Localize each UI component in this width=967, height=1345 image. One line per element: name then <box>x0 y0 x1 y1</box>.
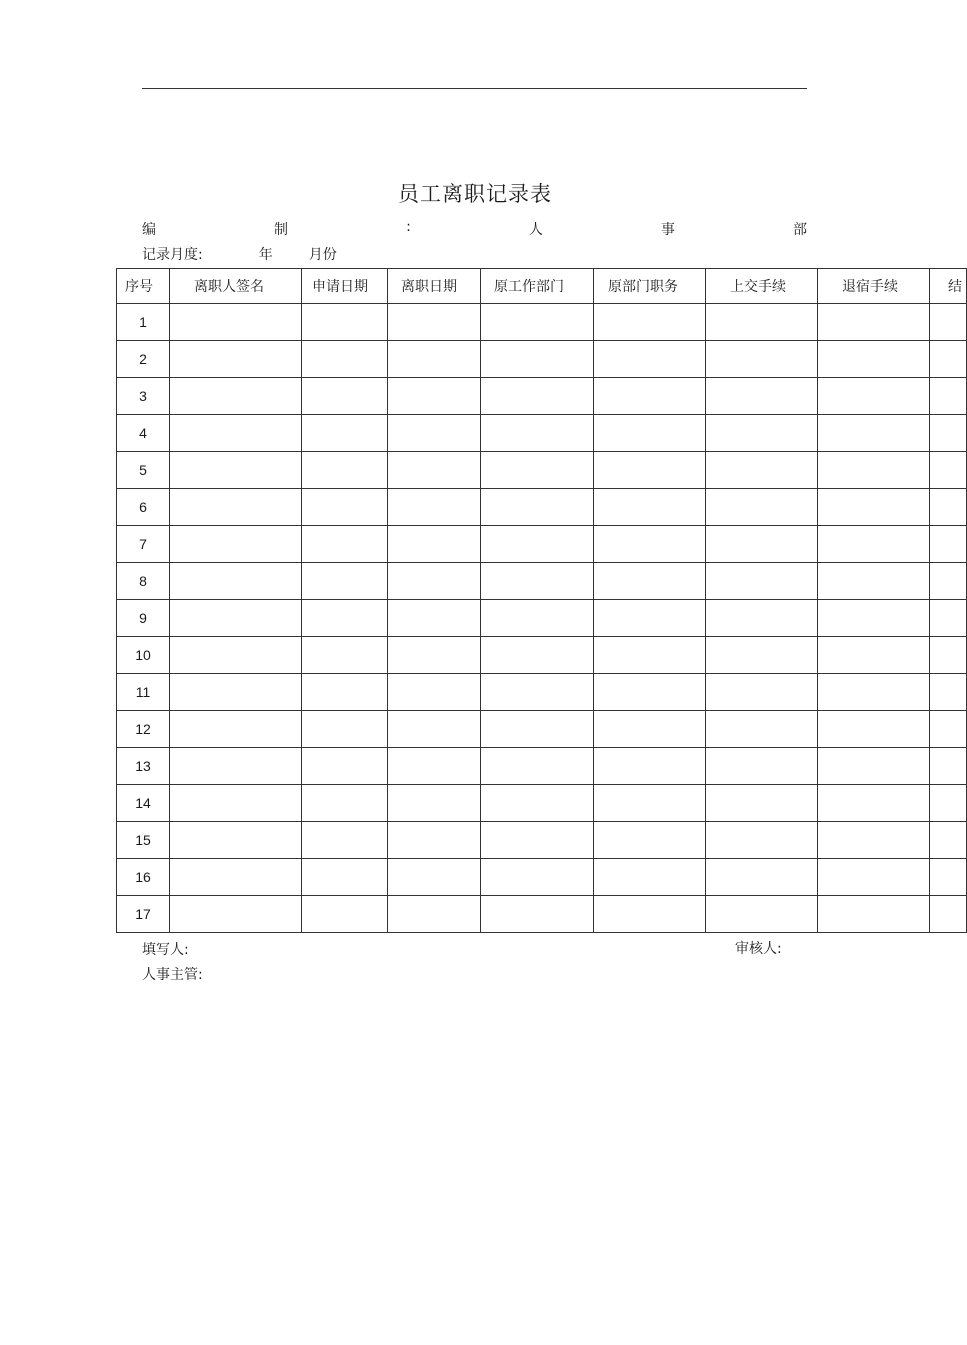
blank-cell[interactable] <box>818 526 930 563</box>
compile-char: : <box>406 219 411 235</box>
blank-cell[interactable] <box>302 563 388 600</box>
row-number: 11 <box>117 674 170 711</box>
blank-cell[interactable] <box>594 785 706 822</box>
hr-supervisor-label: 人事主管: <box>142 967 203 983</box>
blank-cell[interactable] <box>818 452 930 489</box>
blank-cell[interactable] <box>481 896 594 933</box>
compile-char: 人 <box>528 222 543 238</box>
blank-cell[interactable] <box>481 785 594 822</box>
blank-cell[interactable] <box>388 896 481 933</box>
blank-cell[interactable] <box>818 711 930 748</box>
table-row <box>117 563 967 600</box>
blank-cell[interactable] <box>930 563 967 600</box>
blank-cell[interactable] <box>388 378 481 415</box>
reviewer-label: 审核人: <box>735 941 782 957</box>
column-header-apply-date: 申请日期 <box>302 269 388 304</box>
blank-cell[interactable] <box>594 415 706 452</box>
table-header-row <box>117 269 967 304</box>
blank-cell[interactable] <box>302 748 388 785</box>
blank-cell[interactable] <box>930 526 967 563</box>
blank-cell[interactable] <box>706 415 818 452</box>
blank-cell[interactable] <box>930 452 967 489</box>
blank-cell[interactable] <box>388 859 481 896</box>
table-row <box>117 674 967 711</box>
table-row <box>117 859 967 896</box>
blank-cell[interactable] <box>170 711 302 748</box>
blank-cell[interactable] <box>481 637 594 674</box>
blank-cell[interactable] <box>930 711 967 748</box>
blank-cell[interactable] <box>818 341 930 378</box>
blank-cell[interactable] <box>706 674 818 711</box>
blank-cell[interactable] <box>481 563 594 600</box>
blank-cell[interactable] <box>594 452 706 489</box>
column-header-position: 原部门职务 <box>594 269 706 304</box>
blank-cell[interactable] <box>170 563 302 600</box>
record-month-line <box>142 244 337 264</box>
blank-cell[interactable] <box>388 711 481 748</box>
blank-cell[interactable] <box>481 415 594 452</box>
blank-cell[interactable] <box>481 859 594 896</box>
blank-cell[interactable] <box>930 415 967 452</box>
table-row <box>117 452 967 489</box>
blank-cell[interactable] <box>594 378 706 415</box>
blank-cell[interactable] <box>930 378 967 415</box>
blank-cell[interactable] <box>170 600 302 637</box>
blank-cell[interactable] <box>818 859 930 896</box>
blank-cell[interactable] <box>706 489 818 526</box>
row-number: 8 <box>117 563 170 600</box>
blank-cell[interactable] <box>302 415 388 452</box>
row-number: 17 <box>117 896 170 933</box>
blank-cell[interactable] <box>481 711 594 748</box>
blank-cell[interactable] <box>388 452 481 489</box>
blank-cell[interactable] <box>170 859 302 896</box>
blank-cell[interactable] <box>706 378 818 415</box>
blank-cell[interactable] <box>302 785 388 822</box>
blank-cell[interactable] <box>388 489 481 526</box>
row-number: 10 <box>117 637 170 674</box>
blank-cell[interactable] <box>302 674 388 711</box>
blank-cell[interactable] <box>481 304 594 341</box>
blank-cell[interactable] <box>302 859 388 896</box>
blank-cell[interactable] <box>930 674 967 711</box>
blank-cell[interactable] <box>594 711 706 748</box>
blank-cell[interactable] <box>170 674 302 711</box>
blank-cell[interactable] <box>594 674 706 711</box>
blank-cell[interactable] <box>594 822 706 859</box>
row-number: 1 <box>117 304 170 341</box>
blank-cell[interactable] <box>170 822 302 859</box>
month-label: 月份 <box>308 247 337 263</box>
blank-cell[interactable] <box>930 341 967 378</box>
column-header-settlement: 结 <box>930 269 967 304</box>
table-row <box>117 526 967 563</box>
blank-cell[interactable] <box>706 600 818 637</box>
blank-cell[interactable] <box>594 859 706 896</box>
blank-cell[interactable] <box>302 711 388 748</box>
column-header-handover: 上交手续 <box>706 269 818 304</box>
compile-char: 编 <box>142 222 156 238</box>
blank-cell[interactable] <box>818 563 930 600</box>
blank-cell[interactable] <box>818 822 930 859</box>
table-row <box>117 341 967 378</box>
blank-cell[interactable] <box>594 341 706 378</box>
blank-cell[interactable] <box>706 896 818 933</box>
record-month-label: 记录月度: <box>142 247 203 263</box>
blank-cell[interactable] <box>388 600 481 637</box>
row-number: 15 <box>117 822 170 859</box>
table-row <box>117 822 967 859</box>
row-number: 2 <box>117 341 170 378</box>
row-number: 6 <box>117 489 170 526</box>
blank-cell[interactable] <box>930 600 967 637</box>
blank-cell[interactable] <box>170 637 302 674</box>
table-row <box>117 748 967 785</box>
blank-cell[interactable] <box>706 526 818 563</box>
blank-cell[interactable] <box>170 748 302 785</box>
header-rule <box>142 88 807 89</box>
blank-cell[interactable] <box>302 378 388 415</box>
blank-cell[interactable] <box>170 415 302 452</box>
blank-cell[interactable] <box>481 822 594 859</box>
blank-cell[interactable] <box>388 674 481 711</box>
table-body <box>117 304 967 933</box>
blank-cell[interactable] <box>170 785 302 822</box>
footer-left <box>142 938 203 988</box>
row-number: 5 <box>117 452 170 489</box>
blank-cell[interactable] <box>706 637 818 674</box>
table-row <box>117 711 967 748</box>
blank-cell[interactable] <box>706 785 818 822</box>
row-number: 14 <box>117 785 170 822</box>
blank-cell[interactable] <box>594 637 706 674</box>
blank-cell[interactable] <box>818 748 930 785</box>
blank-cell[interactable] <box>481 526 594 563</box>
blank-cell[interactable] <box>594 748 706 785</box>
blank-cell[interactable] <box>388 785 481 822</box>
blank-cell[interactable] <box>302 489 388 526</box>
blank-cell[interactable] <box>302 637 388 674</box>
blank-cell[interactable] <box>302 452 388 489</box>
blank-cell[interactable] <box>930 304 967 341</box>
column-header-signature: 离职人签名 <box>170 269 302 304</box>
blank-cell[interactable] <box>594 600 706 637</box>
blank-cell[interactable] <box>930 896 967 933</box>
table-row <box>117 600 967 637</box>
blank-cell[interactable] <box>302 822 388 859</box>
blank-cell[interactable] <box>302 526 388 563</box>
blank-cell[interactable] <box>388 341 481 378</box>
blank-cell[interactable] <box>818 304 930 341</box>
blank-cell[interactable] <box>170 304 302 341</box>
row-number: 13 <box>117 748 170 785</box>
row-number: 12 <box>117 711 170 748</box>
blank-cell[interactable] <box>818 489 930 526</box>
blank-cell[interactable] <box>388 822 481 859</box>
blank-cell[interactable] <box>302 341 388 378</box>
blank-cell[interactable] <box>818 415 930 452</box>
blank-cell[interactable] <box>594 304 706 341</box>
blank-cell[interactable] <box>388 637 481 674</box>
blank-cell[interactable] <box>302 304 388 341</box>
year-label: 年 <box>258 247 273 263</box>
blank-cell[interactable] <box>388 748 481 785</box>
row-number: 7 <box>117 526 170 563</box>
blank-cell[interactable] <box>594 489 706 526</box>
row-number: 9 <box>117 600 170 637</box>
table-row <box>117 415 967 452</box>
blank-cell[interactable] <box>930 859 967 896</box>
resignation-record-table <box>116 268 967 933</box>
table-row <box>117 637 967 674</box>
blank-cell[interactable] <box>388 563 481 600</box>
blank-cell[interactable] <box>170 489 302 526</box>
blank-cell[interactable] <box>930 822 967 859</box>
compile-char: 制 <box>274 222 289 238</box>
table-row <box>117 785 967 822</box>
blank-cell[interactable] <box>706 341 818 378</box>
blank-cell[interactable] <box>170 341 302 378</box>
blank-cell[interactable] <box>818 896 930 933</box>
row-number: 16 <box>117 859 170 896</box>
table-row <box>117 489 967 526</box>
compile-char: 部 <box>792 222 807 238</box>
blank-cell[interactable] <box>302 896 388 933</box>
blank-cell[interactable] <box>594 526 706 563</box>
document-title: 员工离职记录表 <box>398 182 552 206</box>
blank-cell[interactable] <box>706 822 818 859</box>
blank-cell[interactable] <box>818 600 930 637</box>
column-header-dorm-checkout: 退宿手续 <box>818 269 930 304</box>
blank-cell[interactable] <box>481 452 594 489</box>
blank-cell[interactable] <box>818 637 930 674</box>
blank-cell[interactable] <box>170 378 302 415</box>
filler-label: 填写人: <box>142 942 189 958</box>
blank-cell[interactable] <box>706 748 818 785</box>
blank-cell[interactable] <box>594 896 706 933</box>
blank-cell[interactable] <box>388 415 481 452</box>
blank-cell[interactable] <box>706 563 818 600</box>
blank-cell[interactable] <box>706 452 818 489</box>
blank-cell[interactable] <box>481 600 594 637</box>
blank-cell[interactable] <box>706 711 818 748</box>
table-row <box>117 378 967 415</box>
compile-char: 事 <box>660 222 675 238</box>
blank-cell[interactable] <box>818 785 930 822</box>
table-row <box>117 304 967 341</box>
blank-cell[interactable] <box>818 378 930 415</box>
blank-cell[interactable] <box>481 674 594 711</box>
blank-cell[interactable] <box>481 378 594 415</box>
compile-line <box>142 219 807 239</box>
blank-cell[interactable] <box>481 748 594 785</box>
blank-cell[interactable] <box>930 489 967 526</box>
blank-cell[interactable] <box>481 489 594 526</box>
blank-cell[interactable] <box>706 304 818 341</box>
row-number: 4 <box>117 415 170 452</box>
blank-cell[interactable] <box>706 859 818 896</box>
blank-cell[interactable] <box>594 563 706 600</box>
column-header-leave-date: 离职日期 <box>388 269 481 304</box>
blank-cell[interactable] <box>388 304 481 341</box>
blank-cell[interactable] <box>170 896 302 933</box>
column-header-department: 原工作部门 <box>481 269 594 304</box>
blank-cell[interactable] <box>170 526 302 563</box>
blank-cell[interactable] <box>930 748 967 785</box>
blank-cell[interactable] <box>930 785 967 822</box>
blank-cell[interactable] <box>388 526 481 563</box>
blank-cell[interactable] <box>302 600 388 637</box>
blank-cell[interactable] <box>818 674 930 711</box>
column-header-seq: 序号 <box>117 269 170 304</box>
blank-cell[interactable] <box>170 452 302 489</box>
blank-cell[interactable] <box>930 637 967 674</box>
table-row <box>117 896 967 933</box>
row-number: 3 <box>117 378 170 415</box>
blank-cell[interactable] <box>481 341 594 378</box>
